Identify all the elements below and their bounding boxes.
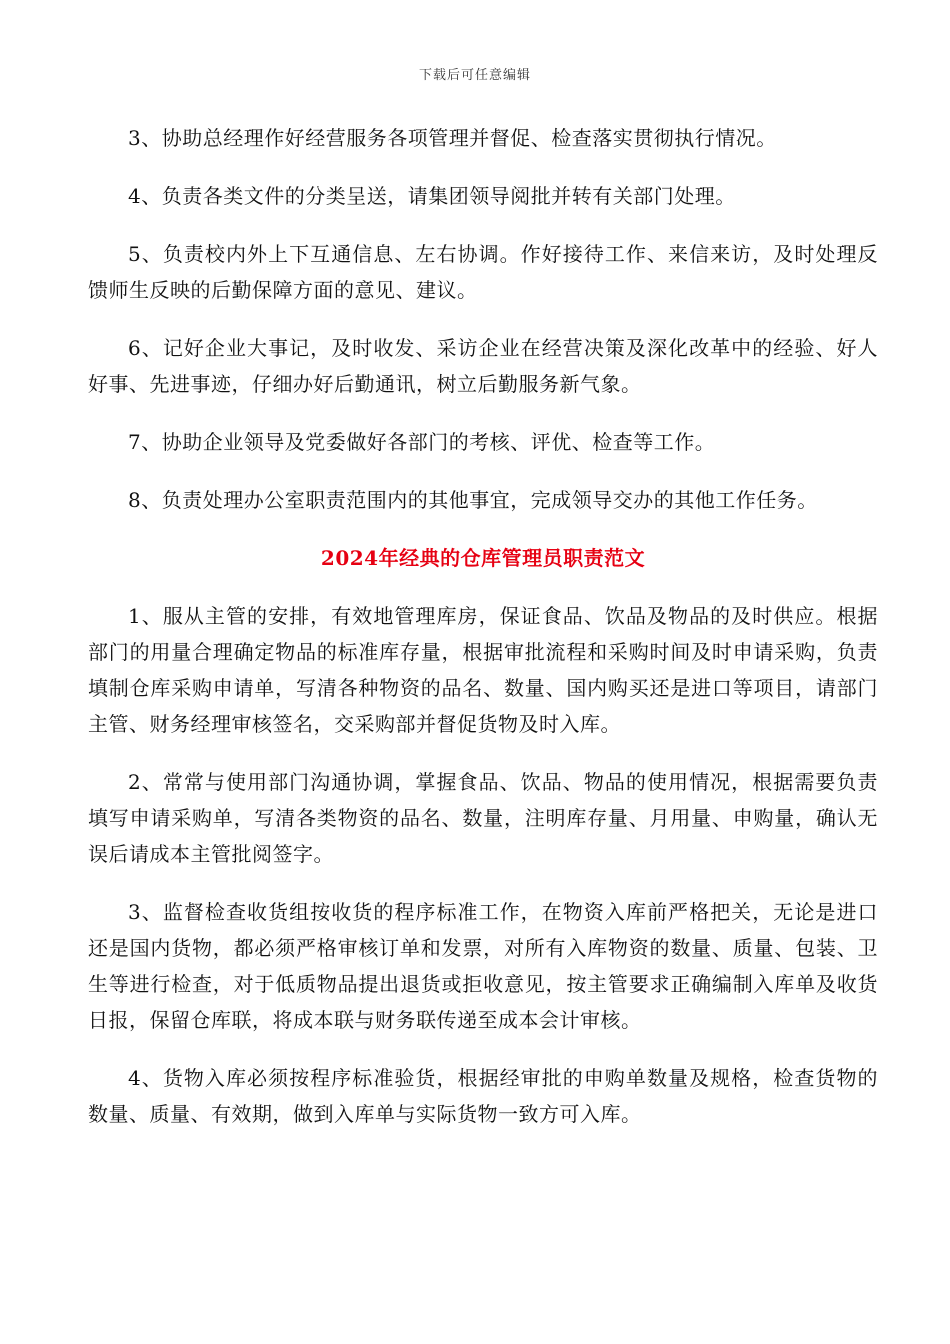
section-title: 2024年经典的仓库管理员职责范文 xyxy=(320,546,646,570)
header-note: 下载后可任意编辑 xyxy=(418,68,531,83)
document-body xyxy=(88,120,878,1154)
duty-item-8: 8、负责处理办公室职责范围内的其他事宜，完成领导交办的其他工作任务。 xyxy=(128,488,818,512)
duty-item-3: 3、协助总经理作好经营服务各项管理并督促、检查落实贯彻执行情况。 xyxy=(128,126,777,150)
duty-item-4: 4、负责各类文件的分类呈送，请集团领导阅批并转有关部门处理。 xyxy=(128,184,736,208)
duty-item-7: 7、协助企业领导及党委做好各部门的考核、评优、检查等工作。 xyxy=(128,430,716,454)
warehouse-duty-item-3: 3、监督检查收货组按收货的程序标准工作，在物资入库前严格把关，无论是进口还是国内货物，都必须严格审核订单和发票，对所有入库物资的数量、质量、包装、卫生等进行检查，对于低质物品提出退货或拒收意见，按主管要求正确编制入库单及收货日报，保留仓库联，将成本联与财务联传递至成本会计审核。 xyxy=(88,900,878,1032)
warehouse-duty-item-2: 2、常常与使用部门沟通协调，掌握食品、饮品、物品的使用情况，根据需要负责填写申请采购单，写清各类物资的品名、数量，注明库存量、月用量、申购量，确认无误后请成本主管批阅签字。 xyxy=(88,770,878,866)
duty-item-6: 6、记好企业大事记，及时收发、采访企业在经营决策及深化改革中的经验、好人好事、先进事迹，仔细办好后勤通讯，树立后勤服务新气象。 xyxy=(88,336,878,396)
warehouse-duty-item-1: 1、服从主管的安排，有效地管理库房，保证食品、饮品及物品的及时供应。根据部门的用量合理确定物品的标准库存量，根据审批流程和采购时间及时申请采购，负责填制仓库采购申请单，写清各种物资的品名、数量、国内购买还是进口等项目，请部门主管、财务经理审核签名，交采购部并督促货物及时入库。 xyxy=(88,604,878,736)
duty-item-5: 5、负责校内外上下互通信息、左右协调。作好接待工作、来信来访，及时处理反馈师生反映的后勤保障方面的意见、建议。 xyxy=(88,242,878,302)
warehouse-duty-item-4: 4、货物入库必须按程序标准验货，根据经审批的申购单数量及规格，检查货物的数量、质量、有效期，做到入库单与实际货物一致方可入库。 xyxy=(88,1066,878,1126)
